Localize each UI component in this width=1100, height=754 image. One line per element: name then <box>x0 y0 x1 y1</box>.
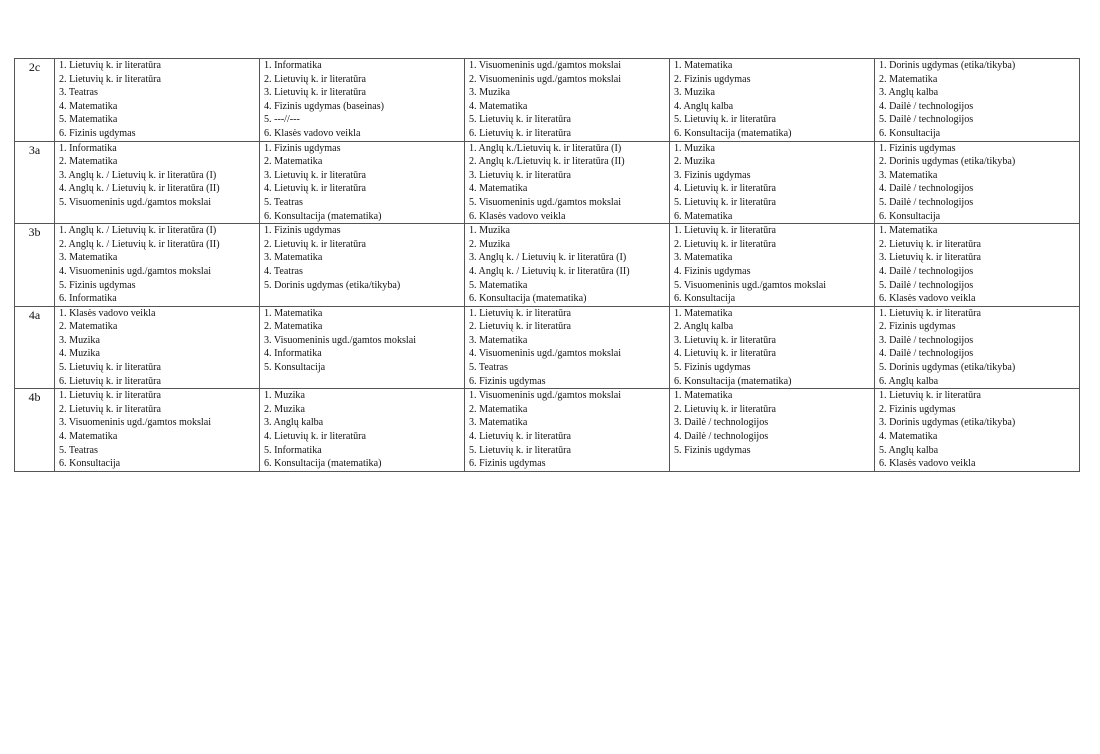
lesson-entry: 3. Matematika <box>674 252 733 264</box>
lesson-entry: 3. Anglų k. / Lietuvių k. ir literatūra (I) <box>59 169 217 181</box>
lesson-entry: 5. Teatras <box>264 196 303 208</box>
lesson-entry: 6. Fizinis ugdymas <box>59 127 136 139</box>
lesson-entry: 4. Dailė / technologijos <box>879 183 974 195</box>
lesson-entry: 1. Informatika <box>264 60 322 71</box>
lesson-entry: 3. Fizinis ugdymas <box>674 169 751 181</box>
lesson-entry: 1. Lietuvių k. ir literatūra <box>469 307 572 319</box>
lesson-entry: 6. Konsultacija (matematika) <box>674 127 792 139</box>
lesson-entry: 6. Klasės vadovo veikla <box>879 458 976 470</box>
lesson-entry: 2. Fizinis ugdymas <box>879 321 956 333</box>
lesson-entry: 5. Fizinis ugdymas <box>674 362 751 374</box>
lesson-entry: 3. Lietuvių k. ir literatūra <box>879 252 982 264</box>
lesson-entry: 5. Visuomeninis ugd./gamtos mokslai <box>469 196 622 208</box>
lesson-entry: 3. Lietuvių k. ir literatūra <box>264 87 367 99</box>
timetable-body <box>15 59 1080 472</box>
day-cell-thursday <box>670 389 875 472</box>
day-cell-friday <box>875 306 1080 389</box>
class-label: 2c <box>15 59 55 142</box>
lesson-entry: 2. Lietuvių k. ir literatūra <box>674 403 777 415</box>
lesson-entry: 1. Lietuvių k. ir literatūra <box>59 390 162 402</box>
lesson-entry: 5. Dorinis ugdymas (etika/tikyba) <box>879 362 1016 374</box>
lesson-entry: 2. Muzika <box>469 238 510 250</box>
lesson-entry: 1. Lietuvių k. ir literatūra <box>59 60 162 71</box>
day-cell-wednesday <box>465 306 670 389</box>
lesson-entry: 3. Lietuvių k. ir literatūra <box>469 169 572 181</box>
table-row <box>15 389 1080 472</box>
lesson-entry: 6. Klasės vadovo veikla <box>469 210 566 222</box>
lesson-entry: 3. Dorinis ugdymas (etika/tikyba) <box>879 417 1016 429</box>
lesson-entry: 2. Muzika <box>674 156 715 168</box>
lesson-entry: 6. Matematika <box>674 210 733 222</box>
lesson-entry: 1. Lietuvių k. ir literatūra <box>879 307 982 319</box>
lesson-entry: 2. Matematika <box>469 403 528 415</box>
lesson-entry: 5. Lietuvių k. ir literatūra <box>469 114 572 126</box>
lesson-entry: 1. Muzika <box>264 390 305 402</box>
lesson-entry: 5. Fizinis ugdymas <box>674 444 751 456</box>
lesson-entry: 3. Muzika <box>674 87 715 99</box>
lesson-entry: 2. Lietuvių k. ir literatūra <box>59 73 162 85</box>
day-cell-wednesday <box>465 141 670 224</box>
lesson-entry: 1. Matematika <box>674 390 733 402</box>
lesson-entry: 6. Konsultacija <box>674 293 736 305</box>
lesson-entry: 3. Matematika <box>469 334 528 346</box>
lesson-entry: 3. Visuomeninis ugd./gamtos mokslai <box>264 334 417 346</box>
lesson-entry: 4. Muzika <box>59 348 100 360</box>
lesson-entry: 2. Dorinis ugdymas (etika/tikyba) <box>879 156 1016 168</box>
lesson-entry: 1. Fizinis ugdymas <box>879 142 956 154</box>
lesson-entry: 1. Matematika <box>879 225 938 237</box>
lesson-entry: 1. Visuomeninis ugd./gamtos mokslai <box>469 390 622 402</box>
table-row <box>15 306 1080 389</box>
lesson-entry: 2. Lietuvių k. ir literatūra <box>674 238 777 250</box>
lesson-entry: 4. Matematika <box>469 183 528 195</box>
lesson-entry: 5. Visuomeninis ugd./gamtos mokslai <box>59 196 212 208</box>
lesson-entry: 2. Muzika <box>264 403 305 415</box>
lesson-entry: 2. Matematika <box>59 156 118 168</box>
lesson-entry: 2. Anglų kalba <box>674 321 734 333</box>
lesson-entry: 1. Informatika <box>59 142 117 154</box>
class-label: 3a <box>15 141 55 224</box>
day-cell-friday <box>875 389 1080 472</box>
lesson-entry: 3. Anglų kalba <box>264 417 324 429</box>
lesson-entry: 2. Anglų k. / Lietuvių k. ir literatūra (II) <box>59 238 220 250</box>
lesson-entry: 2. Matematika <box>264 156 323 168</box>
lesson-entry: 1. Klasės vadovo veikla <box>59 307 156 319</box>
lesson-entry: 4. Dailė / technologijos <box>879 265 974 277</box>
lesson-entry: 6. Konsultacija <box>879 127 941 139</box>
lesson-entry: 2. Matematika <box>59 321 118 333</box>
lesson-entry: 2. Fizinis ugdymas <box>879 403 956 415</box>
lesson-entry: 5. Anglų kalba <box>879 444 939 456</box>
lesson-entry: 5. Lietuvių k. ir literatūra <box>59 362 162 374</box>
day-cell-friday <box>875 141 1080 224</box>
day-cell-wednesday <box>465 59 670 142</box>
lesson-entry: 6. Konsultacija (matematika) <box>469 293 587 305</box>
lesson-entry: 4. Matematika <box>59 100 118 112</box>
lesson-entry: 2. Matematika <box>264 321 323 333</box>
lesson-entry: 3. Lietuvių k. ir literatūra <box>264 169 367 181</box>
lesson-entry: 4. Matematika <box>469 100 528 112</box>
lesson-entry: 4. Dailė / technologijos <box>674 431 769 443</box>
lesson-entry: 1. Matematika <box>674 60 733 71</box>
lesson-entry: 1. Matematika <box>264 307 323 319</box>
day-cell-tuesday <box>260 306 465 389</box>
lesson-entry: 4. Lietuvių k. ir literatūra <box>264 183 367 195</box>
lesson-entry: 5. Matematika <box>469 279 528 291</box>
lesson-entry: 5. ---//--- <box>264 114 300 126</box>
lesson-entry: 3. Visuomeninis ugd./gamtos mokslai <box>59 417 212 429</box>
lesson-entry: 4. Lietuvių k. ir literatūra <box>674 183 777 195</box>
lesson-entry: 3. Anglų k. / Lietuvių k. ir literatūra (I) <box>469 252 627 264</box>
class-label: 4b <box>15 389 55 472</box>
lesson-entry: 4. Matematika <box>879 431 938 443</box>
day-cell-wednesday <box>465 389 670 472</box>
lesson-entry: 1. Muzika <box>469 225 510 237</box>
timetable <box>14 58 1080 472</box>
lesson-entry: 4. Lietuvių k. ir literatūra <box>469 431 572 443</box>
lesson-entry: 5. Lietuvių k. ir literatūra <box>469 444 572 456</box>
day-cell-thursday <box>670 306 875 389</box>
lesson-entry: 3. Lietuvių k. ir literatūra <box>674 334 777 346</box>
lesson-entry: 5. Lietuvių k. ir literatūra <box>674 196 777 208</box>
lesson-entry: 5. Dailė / technologijos <box>879 114 974 126</box>
lesson-entry: 6. Fizinis ugdymas <box>469 375 546 387</box>
day-cell-monday <box>55 141 260 224</box>
lesson-entry: 3. Muzika <box>469 87 510 99</box>
lesson-entry: 1. Fizinis ugdymas <box>264 142 341 154</box>
lesson-entry: 2. Lietuvių k. ir literatūra <box>264 238 367 250</box>
lesson-entry: 6. Lietuvių k. ir literatūra <box>469 127 572 139</box>
lesson-entry: 1. Lietuvių k. ir literatūra <box>879 390 982 402</box>
day-cell-tuesday <box>260 389 465 472</box>
lesson-entry: 5. Informatika <box>264 444 322 456</box>
lesson-entry: 1. Anglų k. / Lietuvių k. ir literatūra (I) <box>59 225 217 237</box>
day-cell-thursday <box>670 224 875 307</box>
lesson-entry: 3. Dailė / technologijos <box>674 417 769 429</box>
lesson-entry: 2. Visuomeninis ugd./gamtos mokslai <box>469 73 622 85</box>
lesson-entry: 6. Lietuvių k. ir literatūra <box>59 375 162 387</box>
day-cell-monday <box>55 306 260 389</box>
lesson-entry: 5. Teatras <box>59 444 98 456</box>
day-cell-thursday <box>670 141 875 224</box>
lesson-entry: 6. Konsultacija (matematika) <box>264 210 382 222</box>
day-cell-friday <box>875 59 1080 142</box>
lesson-entry: 3. Dailė / technologijos <box>879 334 974 346</box>
lesson-entry: 4. Matematika <box>59 431 118 443</box>
day-cell-tuesday <box>260 59 465 142</box>
lesson-entry: 3. Matematika <box>264 252 323 264</box>
class-label: 4a <box>15 306 55 389</box>
day-cell-thursday <box>670 59 875 142</box>
lesson-entry: 2. Anglų k./Lietuvių k. ir literatūra (II) <box>469 156 625 168</box>
day-cell-monday <box>55 59 260 142</box>
lesson-entry: 5. Fizinis ugdymas <box>59 279 136 291</box>
lesson-entry: 4. Visuomeninis ugd./gamtos mokslai <box>469 348 622 360</box>
lesson-entry: 5. Dorinis ugdymas (etika/tikyba) <box>264 279 401 291</box>
lesson-entry: 6. Konsultacija (matematika) <box>674 375 792 387</box>
lesson-entry: 4. Visuomeninis ugd./gamtos mokslai <box>59 265 212 277</box>
lesson-entry: 5. Visuomeninis ugd./gamtos mokslai <box>674 279 827 291</box>
day-cell-monday <box>55 224 260 307</box>
lesson-entry: 3. Teatras <box>59 87 98 99</box>
lesson-entry: 1. Muzika <box>674 142 715 154</box>
lesson-entry: 4. Anglų kalba <box>674 100 734 112</box>
lesson-entry: 3. Matematika <box>59 252 118 264</box>
lesson-entry: 2. Lietuvių k. ir literatūra <box>469 321 572 333</box>
lesson-entry: 6. Konsultacija <box>59 458 121 470</box>
lesson-entry: 6. Konsultacija (matematika) <box>264 458 382 470</box>
table-row <box>15 141 1080 224</box>
day-cell-monday <box>55 389 260 472</box>
lesson-entry: 2. Fizinis ugdymas <box>674 73 751 85</box>
lesson-entry: 2. Matematika <box>879 73 938 85</box>
lesson-entry: 6. Fizinis ugdymas <box>469 458 546 470</box>
lesson-entry: 3. Muzika <box>59 334 100 346</box>
lesson-entry: 1. Anglų k./Lietuvių k. ir literatūra (I) <box>469 142 622 154</box>
day-cell-wednesday <box>465 224 670 307</box>
lesson-entry: 3. Matematika <box>879 169 938 181</box>
lesson-entry: 5. Dailė / technologijos <box>879 279 974 291</box>
lesson-entry: 4. Dailė / technologijos <box>879 348 974 360</box>
day-cell-tuesday <box>260 224 465 307</box>
day-cell-friday <box>875 224 1080 307</box>
lesson-entry: 4. Dailė / technologijos <box>879 100 974 112</box>
lesson-entry: 2. Lietuvių k. ir literatūra <box>59 403 162 415</box>
lesson-entry: 3. Matematika <box>469 417 528 429</box>
lesson-entry: 2. Lietuvių k. ir literatūra <box>879 238 982 250</box>
lesson-entry: 4. Anglų k. / Lietuvių k. ir literatūra (II) <box>59 183 220 195</box>
lesson-entry: 4. Fizinis ugdymas (baseinas) <box>264 100 384 112</box>
lesson-entry: 4. Anglų k. / Lietuvių k. ir literatūra (II) <box>469 265 630 277</box>
lesson-entry: 5. Teatras <box>469 362 508 374</box>
lesson-entry: 3. Anglų kalba <box>879 87 939 99</box>
lesson-entry: 5. Konsultacija <box>264 362 326 374</box>
lesson-entry: 1. Visuomeninis ugd./gamtos mokslai <box>469 60 622 71</box>
lesson-entry: 6. Klasės vadovo veikla <box>264 127 361 139</box>
lesson-entry: 4. Lietuvių k. ir literatūra <box>264 431 367 443</box>
lesson-entry: 1. Lietuvių k. ir literatūra <box>674 225 777 237</box>
lesson-entry: 2. Lietuvių k. ir literatūra <box>264 73 367 85</box>
class-label: 3b <box>15 224 55 307</box>
lesson-entry: 6. Konsultacija <box>879 210 941 222</box>
lesson-entry: 4. Fizinis ugdymas <box>674 265 751 277</box>
lesson-entry: 1. Fizinis ugdymas <box>264 225 341 237</box>
lesson-entry: 1. Dorinis ugdymas (etika/tikyba) <box>879 60 1016 71</box>
lesson-entry: 1. Matematika <box>674 307 733 319</box>
lesson-entry: 5. Lietuvių k. ir literatūra <box>674 114 777 126</box>
lesson-entry: 6. Anglų kalba <box>879 375 939 387</box>
lesson-entry: 6. Informatika <box>59 293 117 305</box>
lesson-entry: 6. Klasės vadovo veikla <box>879 293 976 305</box>
table-row <box>15 224 1080 307</box>
lesson-entry: 4. Informatika <box>264 348 322 360</box>
table-row <box>15 59 1080 142</box>
lesson-entry: 4. Teatras <box>264 265 303 277</box>
lesson-entry: 5. Dailė / technologijos <box>879 196 974 208</box>
day-cell-tuesday <box>260 141 465 224</box>
lesson-entry: 4. Lietuvių k. ir literatūra <box>674 348 777 360</box>
lesson-entry: 5. Matematika <box>59 114 118 126</box>
